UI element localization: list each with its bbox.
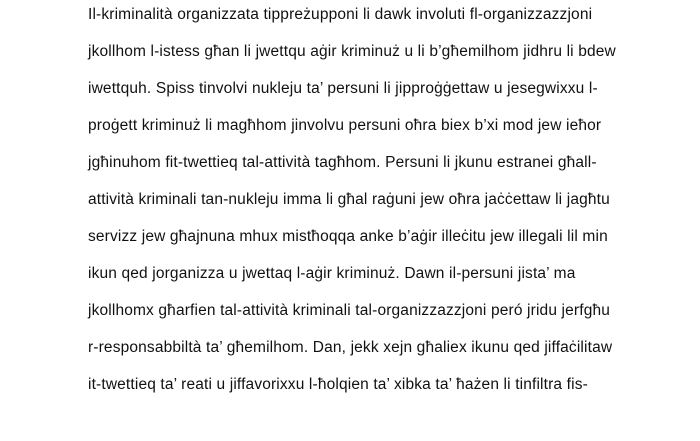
- text-line-1: Il-kriminalità organizzata tippreżupponi li dawk involuti fl-organizzazzjoni: [88, 6, 593, 23]
- text-line-4: proġett kriminuż li magħhom jinvolvu persuni oħra biex b’xi mod jew ieħor: [88, 117, 602, 134]
- text-line-8: ikun qed jorganizza u jwettaq l-aġir kriminuż. Dawn il-persuni jista’ ma: [88, 265, 576, 282]
- text-line-7: servizz jew għajnuna mhux mistħoqqa anke b’aġir illeċitu jew illegali lil min: [88, 228, 608, 245]
- text-line-9: jkollhomx għarfien tal-attività kriminali tal-organizzazzjoni peró jridu jerfgħu: [88, 302, 611, 319]
- text-line-10: r-responsabbiltà ta’ għemilhom. Dan, jekk xejn għaliex ikunu qed jiffaċilitaw: [88, 339, 613, 356]
- text-line-5: jgħinuhom fit-twettieq tal-attività tagħhom. Persuni li jkunu estranei għall-: [88, 154, 597, 171]
- text-line-11: it-twettieq ta’ reati u jiffavorixxu l-ħolqien ta’ xibka ta’ ħażen li tinfiltra fis-: [88, 376, 588, 393]
- text-line-3: iwettquh. Spiss tinvolvi nukleju ta’ persuni li jipproġġettaw u jesegwixxu l-: [88, 80, 598, 97]
- text-line-2: jkollhom l-istess għan li jwettqu aġir kriminuż u li b’għemilhom jidhru li bdew: [88, 43, 616, 60]
- text-line-6: attività kriminali tan-nukleju imma li għal raġuni jew oħra jaċċettaw li jagħtu: [88, 191, 610, 208]
